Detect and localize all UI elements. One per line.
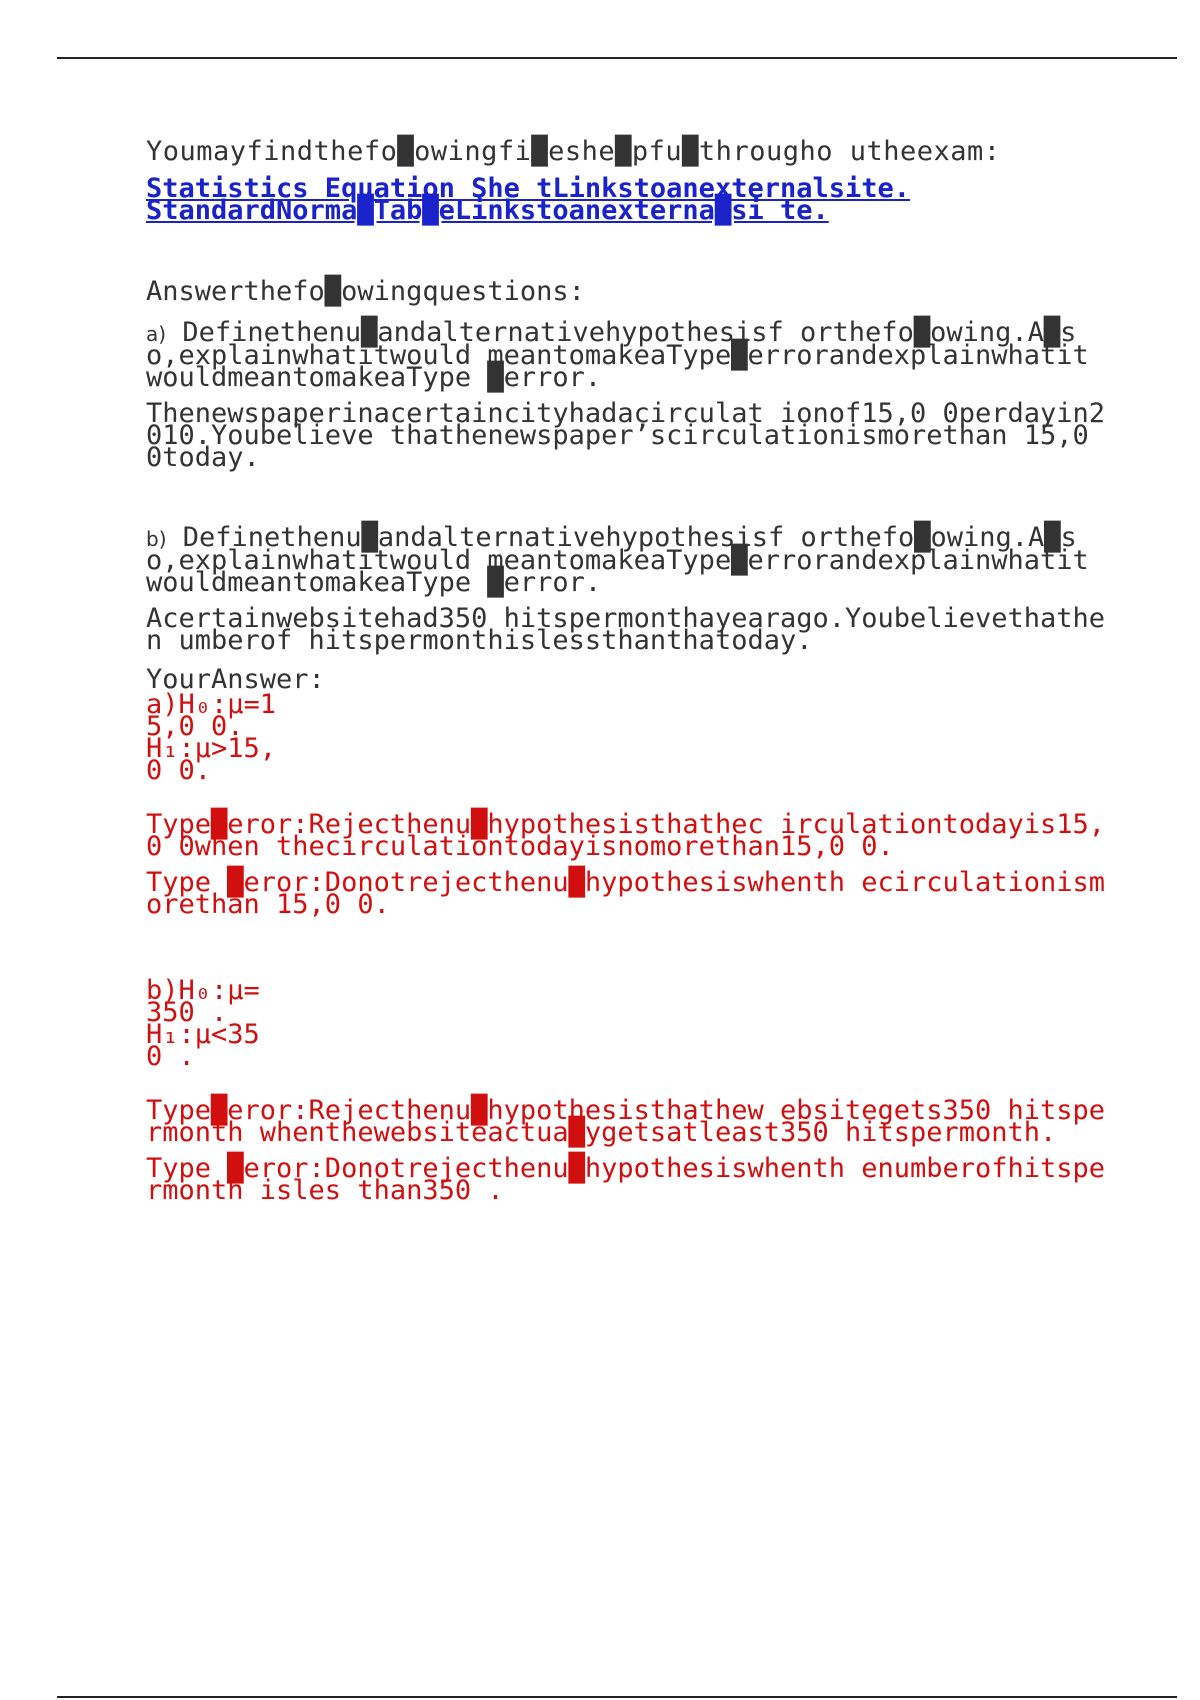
question-a-marker: a)	[146, 322, 167, 346]
answer-b-alt-line-2: 0 .	[146, 1041, 195, 1072]
answer-b-type2-error: Type █eror:Donotrejecthenu█hypothesiswhenth enumberofhitspermonth isles than350 .	[146, 1153, 1106, 1206]
questions-heading: Answerthefo█owingquestions:	[146, 276, 585, 307]
answer-b-null-line-1: b)H₀:μ=	[146, 975, 260, 1006]
top-rule	[57, 57, 1177, 59]
answer-b-alt-line-1: H₁:μ<35	[146, 1019, 260, 1050]
question-b-prompt	[146, 522, 1106, 598]
answer-a-alt-line-1: H₁:μ>15,	[146, 733, 277, 764]
answer-a-type2-error: Type █eror:Donotrejecthenu█hypothesiswhenth ecirculationismorethan 15,0 0.	[146, 867, 1106, 920]
answer-a-hypotheses	[146, 689, 1106, 786]
document-body	[146, 138, 1106, 1216]
statistics-equation-sheet-link[interactable]: Statistics Equation She tLinkstoanexternalsite.	[146, 173, 911, 204]
answer-b-hypotheses	[146, 975, 1106, 1072]
question-b-scenario: Acertainwebsitehad350 hitspermonthayearago.Youbelievethathen umberof hitspermonthislessthanthatoday.	[146, 603, 1106, 656]
intro-text: Youmayfindthefo█owingfi█eshe█pfu█througho utheexam:	[146, 136, 1001, 167]
question-b-marker: b)	[146, 527, 167, 551]
question-a-scenario: Thenewspaperinacertaincityhadacirculat ionof15,0 0perdayin2010.Youbelieve thathenewspaper’scirculationismorethan 15,0 0today.	[146, 398, 1106, 473]
answer-b-null-line-2: 350 .	[146, 997, 228, 1028]
helpful-files-links	[146, 173, 1106, 226]
answer-a-null-line-2: 5,0 0.	[146, 711, 244, 742]
question-a-prompt-text: Definethenu█andalternativehypothesisf orthefo█owing.A█so,explainwhatitwould meantomakeaType█errorandexplainwhatit wouldmeantomakeaType █error.	[146, 317, 1089, 393]
bottom-rule	[57, 1696, 1177, 1698]
answer-a-null-line-1: a)H₀:μ=1	[146, 689, 277, 720]
answer-b-type1-error: Type█eror:Rejecthenu█hypothesisthathew ebsitegets350 hitspermonth whenthewebsiteactua█ygetsatleast350 hitspermonth.	[146, 1095, 1106, 1148]
answer-a-alt-line-2: 0 0.	[146, 755, 212, 786]
standard-normal-table-link[interactable]: StandardNorma█Tab█eLinkstoanexterna█si te.	[146, 195, 829, 226]
question-b-prompt-text: Definethenu█andalternativehypothesisf orthefo█owing.A█so,explainwhatitwould meantomakeaType█errorandexplainwhatit wouldmeantomakeaType █error.	[146, 522, 1089, 598]
your-answer-label: YourAnswer:	[146, 664, 325, 695]
answer-a-type1-error: Type█eror:Rejecthenu█hypothesisthathec irculationtodayis15,0 0when thecirculationtodayisnomorethan15,0 0.	[146, 809, 1106, 862]
question-a-prompt	[146, 317, 1106, 393]
